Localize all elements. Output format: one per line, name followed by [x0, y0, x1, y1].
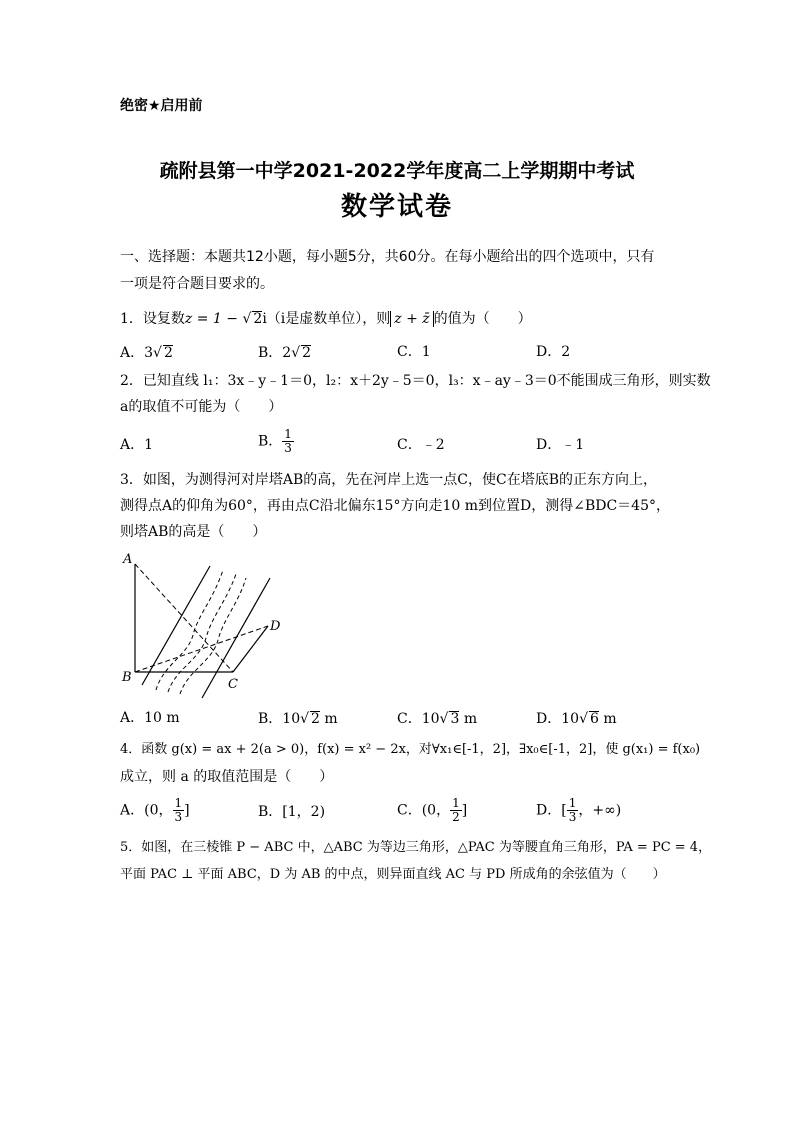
- q2-option-c: [397, 438, 445, 452]
- option-post: ]: [184, 802, 190, 819]
- q3-option-c: [397, 711, 477, 726]
- exam-subject-title: 数学试卷: [340, 192, 453, 222]
- q4-option-d: [536, 797, 621, 824]
- option-fraction: [567, 797, 579, 824]
- q1-z-expr-c: i: [262, 311, 267, 327]
- option-label: B．: [258, 804, 283, 820]
- sqrt-icon: [440, 711, 449, 727]
- option-label: B．: [258, 345, 283, 361]
- q3-option-d: [536, 711, 617, 726]
- option-label: D．: [536, 344, 562, 360]
- q3-option-b: [258, 711, 338, 726]
- q1-mid: （i是虚数单位），则: [266, 311, 391, 327]
- option-text: 10 m: [144, 710, 180, 726]
- sqrt-icon: [153, 345, 162, 361]
- line-ac-dashed: [135, 564, 233, 672]
- q1-option-a: [120, 345, 173, 360]
- option-text: 2: [561, 344, 571, 360]
- q1-abs-content: z + z̄: [394, 311, 430, 327]
- option-label: C．: [397, 344, 422, 360]
- option-coef: 10: [421, 711, 440, 727]
- river-wave-2: [168, 574, 236, 692]
- option-unit: m: [459, 711, 478, 727]
- q4-option-a: [120, 797, 190, 824]
- fraction-denominator: 3: [284, 441, 292, 455]
- option-label: D．: [536, 711, 562, 727]
- option-radicand: 6: [589, 711, 599, 727]
- option-unit: m: [319, 711, 338, 727]
- sqrt-icon: [300, 711, 309, 727]
- option-label: A．: [120, 710, 145, 726]
- option-label: A．: [120, 345, 145, 361]
- question-4-line1: 4．函数 g(x) = ax + 2(a > 0)，f(x) = x² − 2x，对∀x₁∈[-1，2]，∃x₀∈[-1，2]，使 g(x₁) = f(x₀): [120, 742, 701, 757]
- option-label: C．: [397, 802, 422, 819]
- section-heading-line2: 一项是符合题目要求的。: [120, 276, 274, 292]
- option-pre: [: [561, 802, 567, 819]
- option-label: A．: [120, 802, 145, 819]
- section-heading-line1: 一、选择题：本题共12小题，每小题5分，共60分。在每小题给出的四个选项中，只有: [120, 249, 655, 265]
- option-coef: 3: [144, 345, 154, 361]
- q2-option-d: [536, 438, 584, 452]
- question-3-line1: 3．如图，为测得河对岸塔AB的高，先在河岸上选一点C，使C在塔底B的正东方向上，: [120, 472, 658, 488]
- point-label-c: C: [228, 677, 238, 692]
- fraction-denominator: 3: [174, 810, 183, 824]
- sqrt-icon: [579, 711, 588, 727]
- option-pre: (0，: [421, 802, 451, 819]
- river-bank-left: [142, 566, 210, 685]
- q1-z-expr-a: z = 1 −: [184, 311, 243, 327]
- q2-option-b: [258, 428, 294, 455]
- q3-option-a: [120, 711, 180, 725]
- q4-option-b: [258, 805, 325, 819]
- option-label: D．: [536, 437, 562, 453]
- secret-mark: 绝密★启用前: [120, 98, 203, 114]
- question-5-line1: 5．如图，在三棱锥 P − ABC 中，△ABC 为等边三角形，△PAC 为等腰直角三角形，PA = PC = 4，: [120, 840, 712, 855]
- point-label-a: A: [123, 552, 133, 567]
- q1-prefix: 1．设复数: [120, 311, 185, 327]
- question-3-line2: 测得点A的仰角为60°，再由点C沿北偏东15°方向走10 m到位置D，测得∠BDC＝45°，: [120, 498, 670, 514]
- option-text: 1: [144, 437, 154, 453]
- option-text: ﹣2: [421, 437, 445, 453]
- exam-title: 疏附县第一中学2021-2022学年度高二上学期期中考试: [159, 160, 635, 182]
- option-fraction: [173, 797, 185, 824]
- fraction-numerator: 1: [174, 796, 183, 810]
- q1-abs-expr: [390, 311, 433, 327]
- q2-option-a: [120, 438, 153, 452]
- q1-option-b: [258, 345, 311, 360]
- option-radicand: 2: [311, 711, 320, 727]
- q3-river-tower-figure: [118, 550, 293, 700]
- option-text: ﹣1: [561, 437, 585, 453]
- option-coef: 10: [561, 711, 580, 727]
- option-radicand: 2: [302, 345, 312, 361]
- question-1: [120, 311, 532, 326]
- point-label-d: D: [270, 619, 281, 634]
- option-post: ]: [461, 802, 468, 819]
- point-label-b: B: [122, 670, 132, 685]
- option-coef: 2: [282, 345, 292, 361]
- fraction-denominator: 3: [568, 810, 577, 824]
- option-label: C．: [397, 437, 422, 453]
- option-label: C．: [397, 711, 422, 727]
- question-5-line2: 平面 PAC ⊥ 平面 ABC，D 为 AB 的中点，则异面直线 AC 与 PD 所成角的余弦值为（ ）: [120, 867, 666, 882]
- fraction-numerator: 1: [452, 796, 460, 810]
- q1-option-d: [536, 345, 570, 359]
- sqrt-icon: [291, 345, 300, 361]
- fraction-denominator: 2: [452, 810, 460, 824]
- option-text: [1，2): [282, 804, 326, 820]
- option-unit: m: [598, 711, 617, 727]
- fraction-numerator: 1: [568, 796, 577, 810]
- option-fraction: [282, 428, 294, 455]
- option-text: 1: [421, 344, 431, 360]
- option-pre: (0，: [144, 802, 173, 819]
- q1-suffix: 的值为（ ）: [433, 311, 532, 327]
- option-label: D．: [536, 802, 562, 819]
- fraction-numerator: 1: [284, 427, 292, 441]
- option-radicand: 2: [163, 345, 173, 361]
- sqrt-icon: [242, 311, 251, 327]
- q1-option-c: [397, 345, 431, 359]
- q4-option-c: [397, 797, 467, 824]
- question-2-line2: a的取值不可能为（ ）: [120, 399, 283, 415]
- option-post: ，+∞): [578, 802, 622, 819]
- option-label: B．: [258, 433, 283, 450]
- question-4-line2: 成立，则 a 的取值范围是（ ）: [120, 769, 334, 785]
- question-2-line1: 2．已知直线 l₁：3x﹣y﹣1＝0，l₂：x＋2y﹣5＝0，l₃：x﹣ay﹣3＝0不能围成三角形，则实数: [120, 373, 711, 389]
- option-coef: 10: [282, 711, 301, 727]
- option-radicand: 3: [450, 711, 460, 727]
- option-fraction: [450, 797, 462, 824]
- question-3-line3: 则塔AB的高是（ ）: [120, 524, 267, 540]
- option-label: B．: [258, 711, 283, 727]
- q1-z-expr-b: 2: [253, 311, 263, 327]
- option-label: A．: [120, 437, 145, 453]
